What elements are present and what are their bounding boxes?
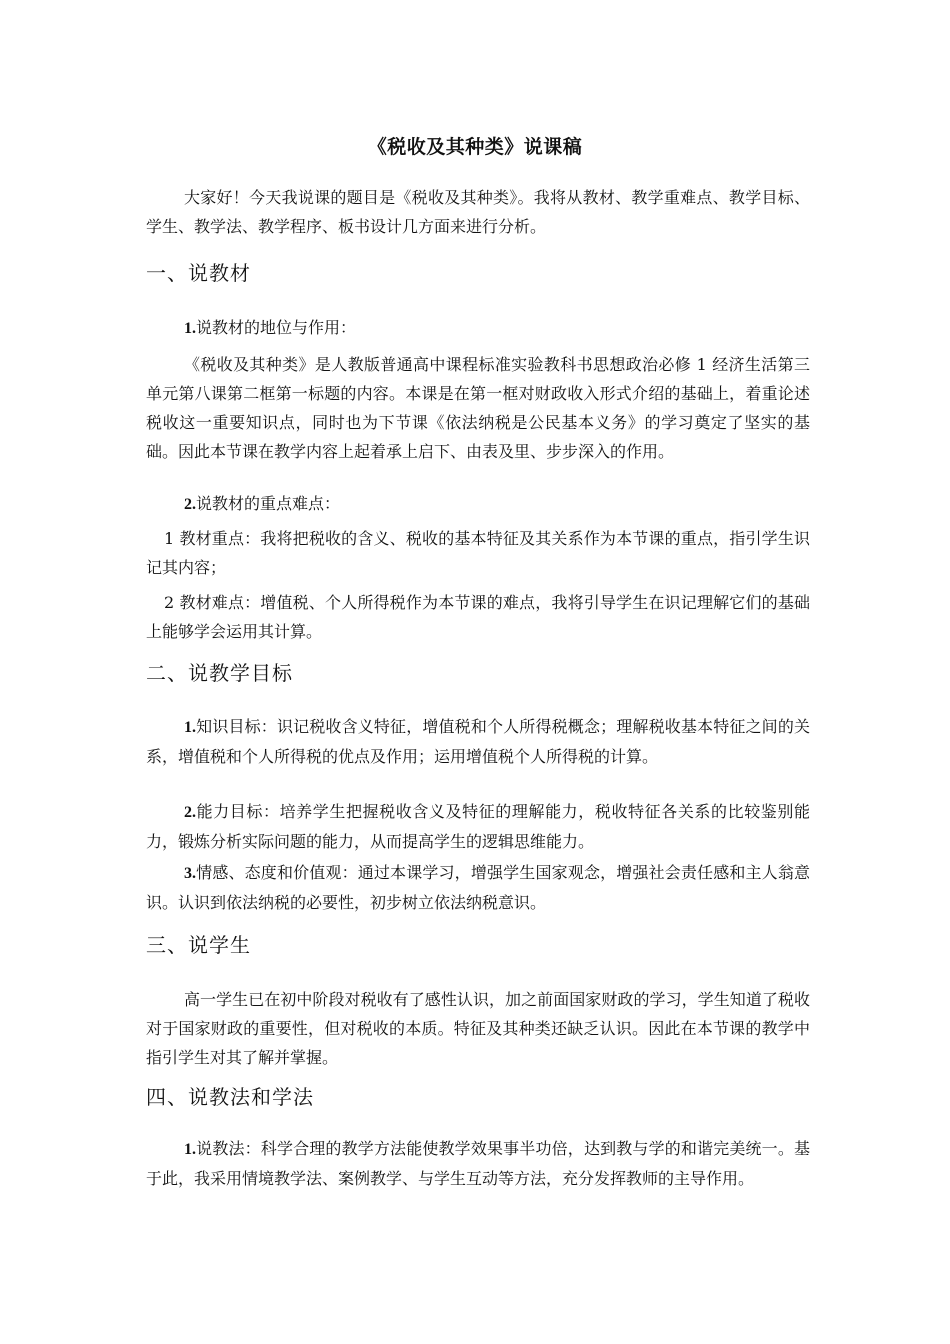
difficult-point-paragraph: 2 教材难点：增值税、个人所得税作为本节课的难点，我将引导学生在识记理解它们的基础上能够学会运用其计算。: [146, 593, 810, 641]
section-heading-methods: 四、说教法和学法: [146, 1085, 314, 1109]
item-number: 1.: [184, 719, 196, 736]
goal-text: 情感、态度和价值观：通过本课学习，增强学生国家观念，增强社会责任感和主人翁意识。认识到依法纳税的必要性，初步树立依法纳税意识。: [146, 863, 810, 912]
item-number: 2.: [184, 496, 196, 513]
item-number: 2.: [184, 804, 196, 821]
intro-paragraph: 大家好！今天我说课的题目是《税收及其种类》。我将从教材、教学重难点、教学目标、学生、教学法、教学程序、板书设计几方面来进行分析。: [146, 188, 810, 236]
page-title: 《税收及其种类》说课稿: [367, 136, 583, 158]
goal-text: 能力目标：培养学生把握税收含义及特征的理解能力，税收特征各关系的比较鉴别能力，锻炼分析实际问题的能力，从而提高学生的逻辑思维能力。: [146, 802, 810, 851]
section-heading-textbook: 一、说教材: [146, 261, 251, 285]
item-number: 1.: [184, 320, 196, 337]
subheading-label: 说教材的地位与作用：: [196, 318, 357, 337]
students-paragraph: 高一学生已在初中阶段对税收有了感性认识，加之前面国家财政的学习，学生知道了税收对于国家财政的重要性，但对税收的本质。特征及其种类还缺乏认识。因此在本节课的教学中指引学生对其了解并掌握。: [146, 990, 810, 1067]
subheading-label: 说教材的重点难点：: [196, 494, 341, 513]
textbook-key-points-subheading: [146, 489, 810, 519]
knowledge-goal-paragraph: [146, 712, 810, 771]
goal-text: 知识目标：识记税收含义特征，增值税和个人所得税概念；理解税收基本特征之间的关系，增值税和个人所得税的优点及作用；运用增值税个人所得税的计算。: [146, 717, 810, 766]
item-number: 3.: [184, 865, 196, 882]
section-heading-students: 三、说学生: [146, 933, 251, 957]
values-goal-paragraph: [146, 858, 810, 917]
item-number: 1.: [184, 1141, 196, 1158]
method-text: 说教法：科学合理的教学方法能使教学效果事半功倍，达到教与学的和谐完美统一。基于此，我采用情境教学法、案例教学、与学生互动等方法，充分发挥教师的主导作用。: [146, 1139, 810, 1188]
teaching-method-paragraph: [146, 1134, 810, 1193]
key-point-paragraph: 1 教材重点：我将把税收的含义、税收的基本特征及其关系作为本节课的重点，指引学生识记其内容；: [146, 529, 810, 577]
ability-goal-paragraph: [146, 797, 810, 856]
textbook-role-subheading: [146, 313, 810, 343]
textbook-role-paragraph: 《税收及其种类》是人教版普通高中课程标准实验教科书思想政治必修 1 经济生活第三单元第八课第二框第一标题的内容。本课是在第一框对财政收入形式介绍的基础上，着重论述税收这一重要知识点，同时也为下节课《依法纳税是公民基本义务》的学习奠定了坚实的基础。因此本节课在教学内容上起着承上启下、由表及里、步步深入的作用。: [146, 355, 810, 461]
section-heading-goals: 二、说教学目标: [146, 661, 293, 685]
